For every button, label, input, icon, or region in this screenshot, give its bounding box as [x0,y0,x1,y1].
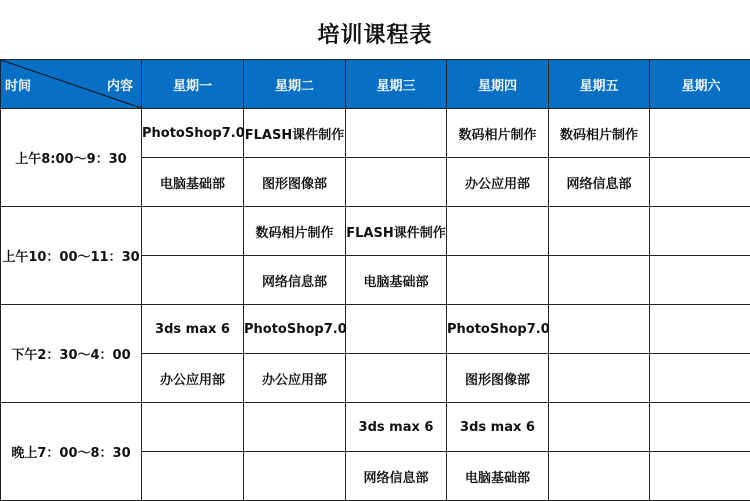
dept-cell: 办公应用部 [447,158,549,207]
course-cell: 3ds max 6 [142,305,244,354]
day-header-mon: 星期一 [142,60,244,109]
time-slot-cell: 上午8:00～9：30 [1,109,142,207]
course-cell [244,403,346,452]
time-label: 时间 [5,79,32,94]
dept-cell [142,452,244,501]
course-cell [650,207,750,256]
day-header-fri: 星期五 [549,60,650,109]
dept-cell: 电脑基础部 [142,158,244,207]
course-cell [650,109,750,158]
dept-cell [346,354,447,403]
course-cell: 数码相片制作 [244,207,346,256]
course-cell: 数码相片制作 [549,109,650,158]
dept-cell: 电脑基础部 [346,256,447,305]
dept-cell: 图形图像部 [244,158,346,207]
course-cell [549,305,650,354]
dept-cell [650,158,750,207]
course-cell: PhotoShop7.0 [447,305,549,354]
time-slot-cell: 晚上7：00～8：30 [1,403,142,501]
course-cell [142,403,244,452]
course-cell [650,403,750,452]
dept-cell: 网络信息部 [244,256,346,305]
dept-cell [244,452,346,501]
dept-cell [650,452,750,501]
dept-cell [346,158,447,207]
dept-cell [447,256,549,305]
dept-cell: 网络信息部 [549,158,650,207]
dept-cell [549,354,650,403]
course-cell: FLASH课件制作 [244,109,346,158]
course-cell: 数码相片制作 [447,109,549,158]
course-cell [447,207,549,256]
course-cell: 3ds max 6 [346,403,447,452]
dept-cell: 图形图像部 [447,354,549,403]
day-header-sat: 星期六 [650,60,750,109]
schedule-table [0,59,750,501]
table-row [1,207,750,256]
course-cell: FLASH课件制作 [346,207,447,256]
table-row [1,109,750,158]
content-label: 内容 [106,79,133,94]
dept-cell [650,354,750,403]
dept-cell [650,256,750,305]
course-cell: PhotoShop7.0 [142,109,244,158]
dept-cell: 网络信息部 [346,452,447,501]
dept-cell: 电脑基础部 [447,452,549,501]
course-cell: 3ds max 6 [447,403,549,452]
course-cell [549,403,650,452]
day-header-tue: 星期二 [244,60,346,109]
time-slot-cell: 下午2：30～4：00 [1,305,142,403]
dept-cell: 办公应用部 [244,354,346,403]
course-cell [142,207,244,256]
course-cell [650,305,750,354]
page-title: 培训课程表 [317,23,433,48]
dept-cell: 办公应用部 [142,354,244,403]
course-cell [549,207,650,256]
course-cell: PhotoShop7.0 [244,305,346,354]
time-slot-cell: 上午10：00～11：30 [1,207,142,305]
header-row [1,60,750,109]
course-cell [346,109,447,158]
dept-cell [142,256,244,305]
day-header-thu: 星期四 [447,60,549,109]
table-row [1,305,750,354]
dept-cell [549,256,650,305]
table-row [1,403,750,452]
dept-cell [549,452,650,501]
day-header-wed: 星期三 [346,60,447,109]
course-cell [346,305,447,354]
corner-header-cell [1,60,142,109]
